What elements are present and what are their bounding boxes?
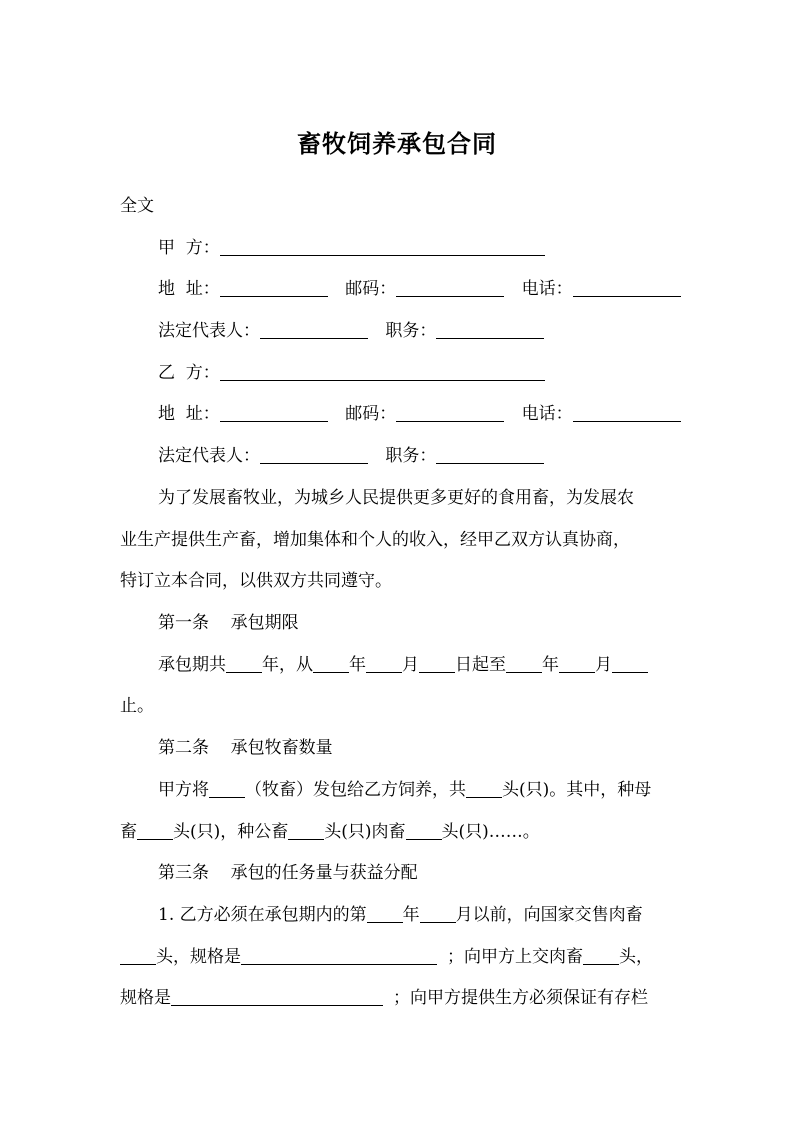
article-1-blank-end-day[interactable] [612, 654, 648, 673]
party-a-rep-blank[interactable] [260, 320, 368, 339]
party-b-rep-line [158, 444, 544, 468]
article-3-line-3 [120, 986, 648, 1010]
article-2-blank-total[interactable] [466, 779, 502, 798]
article-1-blank-start-day[interactable] [419, 654, 455, 673]
article-3-text-7: 规格是 [120, 988, 171, 1008]
preamble-line-3: 特订立本合同，以供双方共同遵守。 [120, 571, 392, 591]
article-3-text-2: 年 [402, 905, 420, 925]
party-b-rep-blank[interactable] [260, 445, 368, 464]
article-2-text-2: （牧畜）发包给乙方饲养，共 [245, 780, 466, 800]
party-a-contact-line [158, 277, 681, 301]
article-1-blank-end-month[interactable] [559, 654, 595, 673]
party-a-line [158, 236, 545, 260]
party-a-address-label: 地 址： [158, 279, 220, 299]
party-b-line [158, 361, 545, 385]
article-1-line-1 [158, 653, 648, 677]
article-3-blank-state-heads[interactable] [120, 946, 156, 965]
article-1-blank-start-year[interactable] [313, 654, 349, 673]
article-1-blank-start-month[interactable] [366, 654, 402, 673]
party-b-postcode-label: 邮码： [345, 404, 397, 424]
article-2-heading: 第二条 承包牧畜数量 [158, 738, 333, 758]
article-3-blank-state-spec[interactable] [241, 946, 437, 965]
article-2-text-1: 甲方将 [158, 780, 209, 800]
party-a-phone-label: 电话： [521, 279, 573, 299]
party-b-postcode-blank[interactable] [396, 403, 504, 422]
article-3-heading: 第三条 承包的任务量与获益分配 [158, 863, 418, 883]
party-b-blank[interactable] [220, 362, 545, 381]
page-title: 畜牧饲养承包合同 [297, 129, 497, 158]
party-a-blank[interactable] [220, 237, 545, 256]
article-2-text-7: 头(只)……。 [441, 822, 540, 842]
article-2-blank-livestock[interactable] [209, 779, 245, 798]
article-2-text-3: 头(只)。其中，种母 [502, 780, 652, 800]
party-b-phone-label: 电话： [521, 404, 573, 424]
article-1-text-6: 年 [542, 655, 559, 675]
article-3-blank-party-a-heads[interactable] [583, 946, 619, 965]
preamble-line-1: 为了发展畜牧业，为城乡人民提供更多更好的食用畜，为发展农 [158, 488, 634, 508]
party-a-postcode-blank[interactable] [396, 278, 504, 297]
article-3-blank-party-a-spec[interactable] [171, 987, 383, 1006]
party-b-label: 乙 方： [158, 363, 220, 383]
preamble-line-2: 业生产提供生产畜，增加集体和个人的收入，经甲乙双方认真协商， [120, 530, 630, 550]
article-3-line-2 [120, 945, 653, 969]
party-b-address-blank[interactable] [220, 403, 328, 422]
party-a-position-blank[interactable] [436, 320, 544, 339]
article-1-text-1: 承包期共 [158, 655, 226, 675]
party-b-phone-blank[interactable] [573, 403, 681, 422]
article-1-text-2: 年，从 [262, 655, 313, 675]
article-2-line-2 [120, 820, 540, 844]
party-a-label: 甲 方： [158, 238, 220, 258]
subtitle: 全文 [120, 196, 154, 216]
party-a-address-blank[interactable] [220, 278, 328, 297]
article-2-line-1 [158, 778, 651, 802]
article-1-heading: 第一条 承包期限 [158, 613, 299, 633]
article-1-text-3: 年 [349, 655, 366, 675]
article-3-text-1: 1. 乙方必须在承包期内的第 [158, 905, 367, 925]
party-a-postcode-label: 邮码： [345, 279, 397, 299]
article-1-text-4: 月 [402, 655, 419, 675]
party-b-contact-line [158, 402, 681, 426]
article-3-text-8: ；向甲方提供生方必须保证有存栏 [393, 988, 648, 1008]
article-2-blank-female[interactable] [137, 821, 173, 840]
party-b-rep-label: 法定代表人： [158, 446, 260, 466]
article-1-text-7: 月 [595, 655, 612, 675]
party-b-position-blank[interactable] [436, 445, 544, 464]
party-a-position-label: 职务： [385, 321, 437, 341]
article-3-text-6: 头， [619, 947, 653, 967]
article-3-text-4: 头，规格是 [156, 947, 241, 967]
article-3-line-1 [158, 903, 643, 927]
article-3-blank-year[interactable] [367, 904, 403, 923]
article-2-blank-male[interactable] [288, 821, 324, 840]
article-1-blank-end-year[interactable] [506, 654, 542, 673]
party-a-phone-blank[interactable] [573, 278, 681, 297]
article-1-line-2: 止。 [120, 696, 154, 716]
article-3-text-3: 月以前，向国家交售肉畜 [455, 905, 643, 925]
article-3-blank-month[interactable] [420, 904, 456, 923]
article-2-text-6: 头(只)肉畜 [324, 822, 406, 842]
article-2-blank-meat[interactable] [406, 821, 442, 840]
article-3-text-5: ；向甲方上交肉畜 [447, 947, 583, 967]
party-b-position-label: 职务： [385, 446, 437, 466]
party-b-address-label: 地 址： [158, 404, 220, 424]
article-2-text-5: 头(只)，种公畜 [173, 822, 289, 842]
party-a-rep-label: 法定代表人： [158, 321, 260, 341]
party-a-rep-line [158, 319, 544, 343]
article-1-text-5: 日起至 [455, 655, 506, 675]
article-2-text-4: 畜 [120, 822, 137, 842]
article-1-blank-years[interactable] [226, 654, 262, 673]
